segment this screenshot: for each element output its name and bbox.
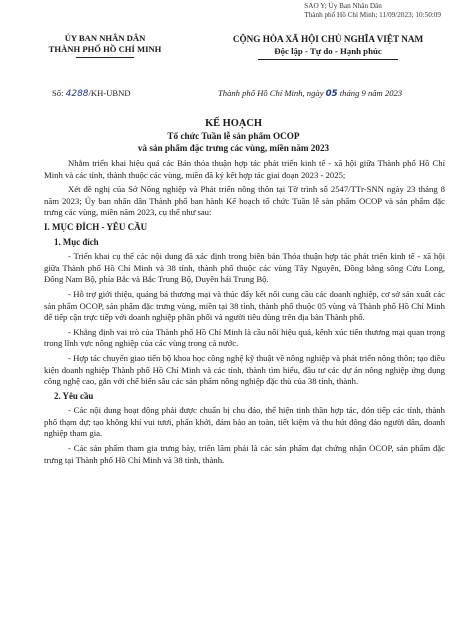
date-prefix: Thành phố Hồ Chí Minh, ngày xyxy=(218,88,326,98)
nation-name: CỘNG HÒA XÃ HỘI CHỦ NGHĨA VIỆT NAM xyxy=(232,34,424,44)
purpose-item-3: - Khẳng định vai trò của Thành phố Hồ Chí Minh là cầu nối hiệu quả, kênh xúc tiến thương mại quan trọng trong lĩnh vực nông nghiệp của các vùng trong cả nước. xyxy=(44,326,445,349)
digital-copy-stamp xyxy=(304,2,441,20)
handwritten-number: 4288 xyxy=(65,89,89,99)
number-suffix: /KH-UBND xyxy=(88,88,131,98)
document-number xyxy=(52,88,131,99)
stamp-line-2: Thành phố Hồ Chí Minh; 11/09/2023; 10:50:09 xyxy=(304,11,441,19)
date-suffix: tháng 9 năm 2023 xyxy=(337,88,403,98)
subsection-heading-purpose: 1. Mục đích xyxy=(54,236,99,247)
document-body xyxy=(44,158,445,469)
national-heading xyxy=(203,33,453,60)
stamp-line-1: SAO Y; Ủy Ban Nhân Dân xyxy=(304,2,382,10)
requirement-item-1: - Các nội dung hoạt động phải được chuẩn bị chu đáo, thể hiện tinh thần hợp tác, đón tiếp các tỉnh, thành phố thạm dự; tạo không khí vui tươi, phấn khởi, đảm bảo an toàn, tiết kiệm và thu hút đông đảo người dân, doanh nghiệp tham gia. xyxy=(44,405,445,439)
national-motto: Độc lập - Tự do - Hạnh phúc xyxy=(274,46,382,56)
title-line-2: Tổ chức Tuần lễ sản phẩm OCOP xyxy=(167,131,300,141)
document-title xyxy=(0,117,467,154)
purpose-item-4: - Hợp tác chuyển giao tiến bộ khoa học công nghệ kỹ thuật về nông nghiệp và phát triển nông thôn; tạo điều kiện doanh nghiệp Thành phố Hồ Chí Minh và các tỉnh, thành tìm hiểu, đầu tư các dự án nông nghiệp ứng dụng công nghệ cao, gắn với chế biến sâu các sản phẩm nông nghiệp đặc thù của 38 tỉnh, thành. xyxy=(44,352,445,387)
number-prefix: Số: xyxy=(52,88,66,98)
title-line-3: và sản phẩm đặc trưng các vùng, miền năm 2023 xyxy=(137,143,330,153)
subsection-heading-requirements: 2. Yêu cầu xyxy=(54,390,94,401)
paragraph-basis: Xét đề nghị của Sở Nông nghiệp và Phát triển nông thôn tại Tờ trình số 2547/TTr-SNN ngày 23 tháng 8 năm 2023; Ủy ban nhân dân Thành phố ban hành Kế hoạch tổ chức Tuần lễ sản phẩm OCOP và sản phẩm đặc trưng các vùng, miền năm 2023, cụ thể như sau: xyxy=(44,184,445,218)
authority-line-1: ỦY BAN NHÂN DÂN xyxy=(64,33,146,43)
document-header xyxy=(30,33,453,60)
handwritten-day: 05 xyxy=(325,89,338,99)
purpose-item-2: - Hỗ trợ giới thiệu, quảng bá thương mại và thúc đẩy kết nối cung cầu các doanh nghiệp, cơ sở sản xuất các sản phẩm OCOP, sản phẩm đặc trưng vùng, miền tại 38 tỉnh, thành phố thuộc 05 vùng và Thành phố Hồ Chí Minh để tiếp cận trực tiếp với doanh nghiệp phân phối và người tiêu dùng trên địa bàn Thành phố. xyxy=(44,288,445,323)
issue-date xyxy=(218,88,402,99)
section-heading-1: I. MỤC ĐÍCH - YÊU CẦU xyxy=(44,221,148,232)
motto-underline xyxy=(258,59,398,60)
purpose-item-1: - Triển khai cụ thể các nội dung đã xác định trong biên bản Thỏa thuận hợp tác phát triển kinh tế - xã hội giữa Thành phố Hồ Chí Minh và 38 tỉnh, thành phố thuộc các vùng Tây Nguyên, Đồng bằng sông Cửu Long, Đông Nam Bộ, phía Bắc và Bắc Trung Bộ, Duyên hải Trung Bộ. xyxy=(44,251,445,285)
requirement-item-2: - Các sản phẩm tham gia trưng bày, triển lãm phải là các sản phẩm đạt chứng nhận OCOP, sản phẩm đặc trưng tại Thành phố Hồ Chí Minh và 38 tỉnh, thành. xyxy=(44,443,445,465)
issuing-authority xyxy=(30,33,180,60)
title-type: KẾ HOẠCH xyxy=(205,118,262,129)
authority-underline xyxy=(76,57,134,58)
authority-line-2: THÀNH PHỐ HỒ CHÍ MINH xyxy=(48,44,162,54)
paragraph-preamble: Nhằm triển khai hiệu quả các Bản thỏa thuận hợp tác phát triển kinh tế - xã hội giữa Thành phố Hồ Chí Minh và các tỉnh, thành thuộc các vùng, miền đã ký kết hợp tác giai đoạn 2023 - 2025; xyxy=(44,158,445,180)
